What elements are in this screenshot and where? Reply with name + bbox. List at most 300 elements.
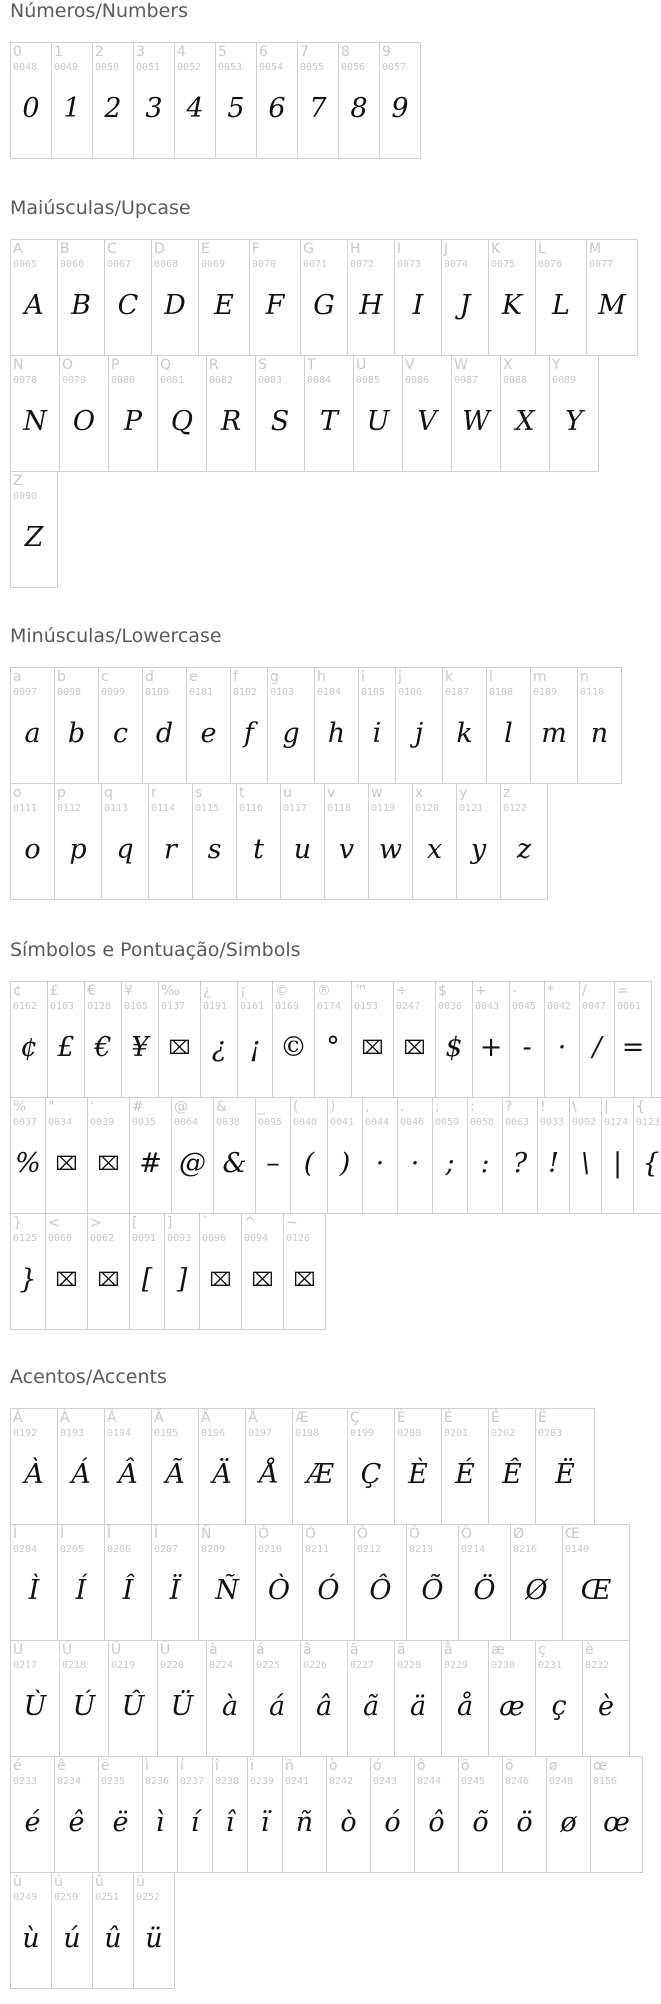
glyph-cell bbox=[488, 1640, 536, 1757]
glyph-sample: x bbox=[426, 834, 443, 865]
character-label: + bbox=[475, 983, 487, 999]
glyph-sample: 1 bbox=[63, 93, 81, 124]
glyph-cell bbox=[101, 783, 149, 900]
glyph-sample: q bbox=[116, 834, 134, 865]
character-label: Õ bbox=[409, 1526, 421, 1542]
character-code: 0217 bbox=[13, 1660, 38, 1671]
section-3 bbox=[10, 939, 661, 1295]
character-label: Ï bbox=[154, 1526, 159, 1542]
glyph-cell bbox=[249, 239, 301, 356]
glyph-sample: Í bbox=[75, 1575, 87, 1606]
character-label: £ bbox=[50, 983, 59, 999]
glyph-sample: ï bbox=[260, 1807, 270, 1838]
character-code: 0089 bbox=[552, 375, 577, 386]
character-label: Ø bbox=[513, 1526, 525, 1542]
character-code: 0078 bbox=[13, 375, 38, 386]
character-code: 0245 bbox=[461, 1776, 486, 1787]
glyph-sample: I bbox=[412, 290, 424, 321]
glyph-cell bbox=[129, 1213, 165, 1330]
glyph-cell bbox=[10, 981, 48, 1098]
character-code: 0121 bbox=[459, 803, 484, 814]
glyph-sample: û bbox=[104, 1923, 122, 1954]
character-label: P bbox=[111, 357, 120, 373]
character-label: V bbox=[405, 357, 415, 373]
glyph-sample: ( bbox=[303, 1148, 315, 1179]
glyph-sample: $ bbox=[445, 1032, 463, 1063]
missing-glyph-icon: ⌧ bbox=[97, 1153, 120, 1175]
glyph-cell bbox=[129, 1097, 172, 1214]
glyph-sample: Ö bbox=[473, 1575, 496, 1606]
glyph-cell bbox=[358, 667, 396, 784]
glyph-sample: w bbox=[378, 834, 403, 865]
character-label: Y bbox=[552, 357, 561, 373]
glyph-sample: C bbox=[117, 290, 139, 321]
glyph-sample: ? bbox=[512, 1148, 528, 1179]
glyph-sample: \ bbox=[580, 1148, 591, 1179]
character-label: L bbox=[538, 241, 546, 257]
glyph-sample: P bbox=[123, 406, 143, 437]
character-label: á bbox=[256, 1642, 265, 1658]
glyph-cell bbox=[370, 1756, 415, 1873]
glyph-sample: È bbox=[408, 1459, 428, 1490]
glyph-cell bbox=[104, 1524, 152, 1641]
glyph-sample: ò bbox=[340, 1807, 357, 1838]
glyph-sample: á bbox=[268, 1691, 286, 1722]
character-label: a bbox=[13, 669, 22, 685]
character-code: 0124 bbox=[604, 1117, 629, 1128]
character-code: 0214 bbox=[461, 1544, 486, 1555]
glyph-sample: X bbox=[515, 406, 535, 437]
glyph-cell bbox=[199, 1213, 242, 1330]
glyph-cell bbox=[255, 1097, 291, 1214]
glyph-sample: - bbox=[522, 1032, 532, 1063]
character-code: 0122 bbox=[503, 803, 528, 814]
glyph-sample: ° bbox=[326, 1032, 340, 1063]
glyph-cell bbox=[87, 1213, 130, 1330]
glyph-cell bbox=[51, 42, 93, 159]
character-label: î bbox=[215, 1758, 219, 1774]
character-label: / bbox=[582, 983, 587, 999]
character-code: 0196 bbox=[201, 1428, 226, 1439]
glyph-sample: Æ bbox=[306, 1459, 334, 1490]
character-code: 0194 bbox=[107, 1428, 132, 1439]
glyph-sample: D bbox=[164, 290, 186, 321]
character-code: 0049 bbox=[54, 62, 79, 73]
character-code: 0203 bbox=[538, 1428, 563, 1439]
glyph-sample: Å bbox=[259, 1459, 279, 1490]
glyph-sample: 0 bbox=[22, 93, 40, 124]
character-code: 0102 bbox=[233, 687, 258, 698]
section-title: Números/Numbers bbox=[10, 0, 188, 22]
glyph-cell bbox=[10, 1408, 58, 1525]
glyph-cell bbox=[510, 1524, 563, 1641]
glyph-sample: f bbox=[244, 718, 254, 749]
glyph-sample: s bbox=[207, 834, 222, 865]
character-label: Ù bbox=[13, 1642, 24, 1658]
character-code: 0162 bbox=[13, 1001, 38, 1012]
character-code: 0074 bbox=[444, 259, 469, 270]
glyph-cell bbox=[458, 1756, 503, 1873]
glyph-cell bbox=[282, 1756, 327, 1873]
glyph-cell bbox=[92, 1872, 134, 1989]
glyph-sample: â bbox=[315, 1691, 333, 1722]
character-code: 0237 bbox=[180, 1776, 205, 1787]
character-label: : bbox=[470, 1099, 475, 1115]
glyph-cell bbox=[213, 1097, 256, 1214]
character-code: 0041 bbox=[330, 1117, 355, 1128]
glyph-row bbox=[10, 981, 661, 1098]
glyph-cell bbox=[324, 783, 369, 900]
character-code: 0199 bbox=[350, 1428, 375, 1439]
glyph-cell bbox=[104, 239, 152, 356]
glyph-sample: Ì bbox=[28, 1575, 40, 1606]
glyph-grid bbox=[10, 42, 421, 159]
character-label: ] bbox=[167, 1215, 173, 1231]
glyph-row bbox=[10, 1098, 661, 1214]
character-label: } bbox=[13, 1215, 22, 1231]
glyph-sample: ó bbox=[384, 1807, 401, 1838]
character-label: k bbox=[445, 669, 454, 685]
glyph-cell bbox=[327, 1097, 363, 1214]
glyph-cell bbox=[326, 1756, 371, 1873]
character-label: ñ bbox=[285, 1758, 294, 1774]
glyph-cell bbox=[500, 355, 550, 472]
character-label: Å bbox=[248, 1410, 258, 1426]
glyph-cell bbox=[54, 783, 102, 900]
character-label: = bbox=[617, 983, 629, 999]
glyph-cell bbox=[338, 42, 380, 159]
character-code: 0053 bbox=[218, 62, 243, 73]
glyph-cell bbox=[546, 1756, 591, 1873]
glyph-cell bbox=[133, 1872, 175, 1989]
character-label: q bbox=[104, 785, 113, 801]
glyph-cell bbox=[142, 667, 187, 784]
character-label: e bbox=[189, 669, 198, 685]
character-label: - bbox=[512, 983, 518, 999]
character-code: 0109 bbox=[533, 687, 558, 698]
character-label: { bbox=[636, 1099, 645, 1115]
glyph-sample: O bbox=[72, 406, 96, 437]
glyph-sample: ù bbox=[22, 1923, 40, 1954]
character-code: 0206 bbox=[107, 1544, 132, 1555]
character-code: 0067 bbox=[107, 259, 132, 270]
glyph-cell bbox=[502, 1097, 538, 1214]
character-label: ú bbox=[54, 1874, 63, 1890]
character-label: ø bbox=[549, 1758, 558, 1774]
character-code: 0117 bbox=[283, 803, 308, 814]
glyph-sample: L bbox=[552, 290, 570, 321]
character-code: 0114 bbox=[151, 803, 176, 814]
character-label: " bbox=[48, 1099, 55, 1115]
character-code: 0038 bbox=[216, 1117, 241, 1128]
character-code: 0207 bbox=[154, 1544, 179, 1555]
glyph-cell bbox=[395, 667, 443, 784]
glyph-sample: 7 bbox=[309, 93, 327, 124]
character-label: @ bbox=[174, 1099, 188, 1115]
character-code: 0106 bbox=[398, 687, 423, 698]
character-code: 0076 bbox=[538, 259, 563, 270]
glyph-sample: ü bbox=[145, 1923, 163, 1954]
glyph-cell bbox=[537, 1097, 570, 1214]
character-code: 0079 bbox=[62, 375, 87, 386]
glyph-sample: Ç bbox=[360, 1459, 382, 1490]
character-code: 0059 bbox=[435, 1117, 460, 1128]
character-label: z bbox=[503, 785, 511, 801]
character-code: 0236 bbox=[145, 1776, 170, 1787]
character-label: p bbox=[57, 785, 66, 801]
character-label: ¿ bbox=[203, 983, 211, 999]
glyph-sample: 8 bbox=[350, 93, 368, 124]
glyph-cell bbox=[549, 355, 599, 472]
character-label: Î bbox=[107, 1526, 112, 1542]
glyph-sample: 4 bbox=[186, 93, 204, 124]
character-label: Ú bbox=[62, 1642, 73, 1658]
character-code: 0103 bbox=[270, 687, 295, 698]
glyph-sample: ç bbox=[551, 1691, 567, 1722]
glyph-cell bbox=[51, 1872, 93, 1989]
glyph-cell bbox=[57, 1408, 105, 1525]
character-label: É bbox=[444, 1410, 453, 1426]
glyph-sample: Z bbox=[24, 522, 44, 553]
glyph-cell bbox=[148, 783, 193, 900]
character-code: 0042 bbox=[547, 1001, 572, 1012]
glyph-sample: A bbox=[24, 290, 44, 321]
glyph-sample: R bbox=[220, 406, 242, 437]
glyph-sample: 2 bbox=[104, 93, 122, 124]
glyph-sample: W bbox=[462, 406, 490, 437]
glyph-cell bbox=[458, 1524, 511, 1641]
glyph-cell bbox=[601, 1097, 634, 1214]
character-label: ù bbox=[13, 1874, 22, 1890]
glyph-cell bbox=[590, 1756, 643, 1873]
glyph-sample: î bbox=[225, 1807, 235, 1838]
character-code: 0123 bbox=[636, 1117, 661, 1128]
character-label: < bbox=[48, 1215, 60, 1231]
missing-glyph-icon: ⌧ bbox=[55, 1269, 78, 1291]
character-label: c bbox=[101, 669, 109, 685]
glyph-cell bbox=[347, 239, 395, 356]
glyph-sample: @ bbox=[179, 1148, 206, 1179]
character-label: ó bbox=[373, 1758, 382, 1774]
glyph-sample: ! bbox=[548, 1148, 559, 1179]
glyph-cell bbox=[432, 1097, 468, 1214]
character-label: ; bbox=[435, 1099, 440, 1115]
character-label: © bbox=[275, 983, 289, 999]
character-label: Ì bbox=[13, 1526, 18, 1542]
character-code: 0195 bbox=[154, 1428, 179, 1439]
glyph-sample: Ø bbox=[525, 1575, 548, 1606]
character-label: ì bbox=[145, 1758, 149, 1774]
missing-glyph-icon: ⌧ bbox=[293, 1269, 316, 1291]
character-label: Ñ bbox=[201, 1526, 212, 1542]
glyph-cell bbox=[280, 783, 325, 900]
glyph-cell bbox=[151, 239, 199, 356]
glyph-cell bbox=[486, 667, 531, 784]
character-label: 1 bbox=[54, 44, 63, 60]
glyph-cell bbox=[290, 1097, 328, 1214]
character-code: 0192 bbox=[13, 1428, 38, 1439]
glyph-sample: Ü bbox=[170, 1691, 194, 1722]
character-label: C bbox=[107, 241, 117, 257]
character-label: 0 bbox=[13, 44, 22, 60]
character-code: 0105 bbox=[361, 687, 386, 698]
character-label: ® bbox=[317, 983, 331, 999]
glyph-sample: ¢ bbox=[20, 1032, 38, 1063]
character-code: 0066 bbox=[60, 259, 85, 270]
glyph-cell bbox=[10, 1872, 52, 1989]
glyph-cell bbox=[614, 981, 652, 1098]
glyph-cell bbox=[10, 355, 60, 472]
glyph-cell bbox=[353, 355, 403, 472]
character-code: 0065 bbox=[13, 259, 38, 270]
glyph-sample: Œ bbox=[580, 1575, 612, 1606]
character-code: 0120 bbox=[415, 803, 440, 814]
character-label: g bbox=[270, 669, 279, 685]
character-code: 0099 bbox=[101, 687, 126, 698]
glyph-row bbox=[10, 1408, 643, 1525]
character-label: u bbox=[283, 785, 292, 801]
glyph-cell bbox=[255, 355, 305, 472]
character-label: K bbox=[491, 241, 501, 257]
character-label: y bbox=[459, 785, 468, 801]
glyph-cell bbox=[304, 355, 354, 472]
glyph-cell bbox=[57, 1524, 105, 1641]
character-label: ç bbox=[538, 1642, 546, 1658]
glyph-sample: ¿ bbox=[211, 1032, 227, 1063]
character-label: Q bbox=[160, 357, 172, 373]
glyph-sample: Î bbox=[122, 1575, 134, 1606]
glyph-cell bbox=[45, 1097, 88, 1214]
glyph-cell bbox=[59, 355, 109, 472]
character-code: 0225 bbox=[256, 1660, 281, 1671]
glyph-sample: c bbox=[112, 718, 129, 749]
character-label: E bbox=[201, 241, 210, 257]
character-code: 0085 bbox=[356, 375, 381, 386]
glyph-sample: S bbox=[270, 406, 290, 437]
character-label: & bbox=[216, 1099, 227, 1115]
glyph-sample: 5 bbox=[227, 93, 245, 124]
glyph-sample: Ä bbox=[212, 1459, 232, 1490]
character-label: f bbox=[233, 669, 238, 685]
glyph-sample: e bbox=[200, 718, 217, 749]
glyph-sample: € bbox=[94, 1032, 112, 1063]
glyph-cell bbox=[84, 981, 122, 1098]
glyph-cell bbox=[151, 1524, 199, 1641]
glyph-cell bbox=[247, 1756, 283, 1873]
character-code: 0104 bbox=[317, 687, 342, 698]
glyph-cell bbox=[292, 1408, 348, 1525]
glyph-cell bbox=[104, 1408, 152, 1525]
character-label: ü bbox=[136, 1874, 145, 1890]
character-code: 0081 bbox=[160, 375, 185, 386]
glyph-sample: h bbox=[327, 718, 346, 749]
character-code: 0071 bbox=[303, 259, 328, 270]
glyph-cell bbox=[98, 667, 143, 784]
character-code: 0113 bbox=[104, 803, 129, 814]
glyph-cell bbox=[586, 239, 638, 356]
glyph-sample: É bbox=[455, 1459, 475, 1490]
glyph-cell bbox=[394, 1408, 442, 1525]
glyph-cell bbox=[215, 42, 257, 159]
glyph-cell bbox=[245, 1408, 293, 1525]
glyph-sample: ë bbox=[112, 1807, 129, 1838]
character-code: 0209 bbox=[201, 1544, 226, 1555]
character-code: 0247 bbox=[396, 1001, 421, 1012]
glyph-cell bbox=[133, 42, 175, 159]
glyph-sample: o bbox=[24, 834, 41, 865]
glyph-cell bbox=[347, 1640, 395, 1757]
character-code: 0248 bbox=[549, 1776, 574, 1787]
missing-glyph-icon: ⌧ bbox=[55, 1153, 78, 1175]
character-label: 2 bbox=[95, 44, 104, 60]
glyph-sample: Ò bbox=[267, 1575, 291, 1606]
character-label: O bbox=[62, 357, 74, 373]
glyph-cell bbox=[393, 981, 436, 1098]
glyph-sample: Ë bbox=[555, 1459, 575, 1490]
character-code: 0092 bbox=[572, 1117, 597, 1128]
glyph-cell bbox=[54, 667, 99, 784]
glyph-row bbox=[10, 1525, 643, 1641]
glyph-cell bbox=[467, 1097, 503, 1214]
character-label: Á bbox=[60, 1410, 70, 1426]
glyph-cell bbox=[535, 1640, 583, 1757]
character-code: 0058 bbox=[470, 1117, 495, 1128]
glyph-cell bbox=[368, 783, 413, 900]
glyph-cell bbox=[502, 1756, 547, 1873]
character-label: Ê bbox=[491, 1410, 500, 1426]
glyph-sample: B bbox=[71, 290, 91, 321]
character-label: B bbox=[60, 241, 70, 257]
glyph-cell bbox=[451, 355, 501, 472]
glyph-sample: · bbox=[557, 1032, 567, 1063]
character-label: Í bbox=[60, 1526, 65, 1542]
character-label: s bbox=[195, 785, 203, 801]
character-code: 0101 bbox=[189, 687, 214, 698]
character-code: 0087 bbox=[454, 375, 479, 386]
character-code: 0072 bbox=[350, 259, 375, 270]
section-title: Maiúsculas/Upcase bbox=[10, 197, 191, 219]
glyph-cell bbox=[10, 42, 52, 159]
character-code: 0088 bbox=[503, 375, 528, 386]
glyph-cell bbox=[351, 981, 394, 1098]
glyph-sample: M bbox=[598, 290, 626, 321]
character-label: H bbox=[350, 241, 361, 257]
glyph-sample: 9 bbox=[391, 93, 409, 124]
character-label: l bbox=[489, 669, 493, 685]
glyph-sample: ê bbox=[68, 1807, 85, 1838]
character-label: J bbox=[444, 241, 449, 257]
glyph-cell bbox=[98, 1756, 143, 1873]
character-label: i bbox=[361, 669, 365, 685]
character-label: é bbox=[13, 1758, 22, 1774]
character-label: n bbox=[580, 669, 589, 685]
glyph-cell bbox=[272, 981, 315, 1098]
character-code: 0229 bbox=[444, 1660, 469, 1671]
glyph-cell bbox=[171, 1097, 214, 1214]
glyph-row bbox=[10, 472, 638, 588]
glyph-cell bbox=[302, 1524, 355, 1641]
character-label: Æ bbox=[295, 1410, 309, 1426]
character-code: 0238 bbox=[215, 1776, 240, 1787]
character-label: . bbox=[400, 1099, 405, 1115]
character-code: 0108 bbox=[489, 687, 514, 698]
character-label: Ò bbox=[258, 1526, 270, 1542]
character-label: ¢ bbox=[13, 983, 22, 999]
section-0 bbox=[10, 0, 655, 124]
glyph-cell bbox=[414, 1756, 459, 1873]
glyph-sample: & bbox=[222, 1148, 247, 1179]
glyph-sample: Ú bbox=[72, 1691, 96, 1722]
